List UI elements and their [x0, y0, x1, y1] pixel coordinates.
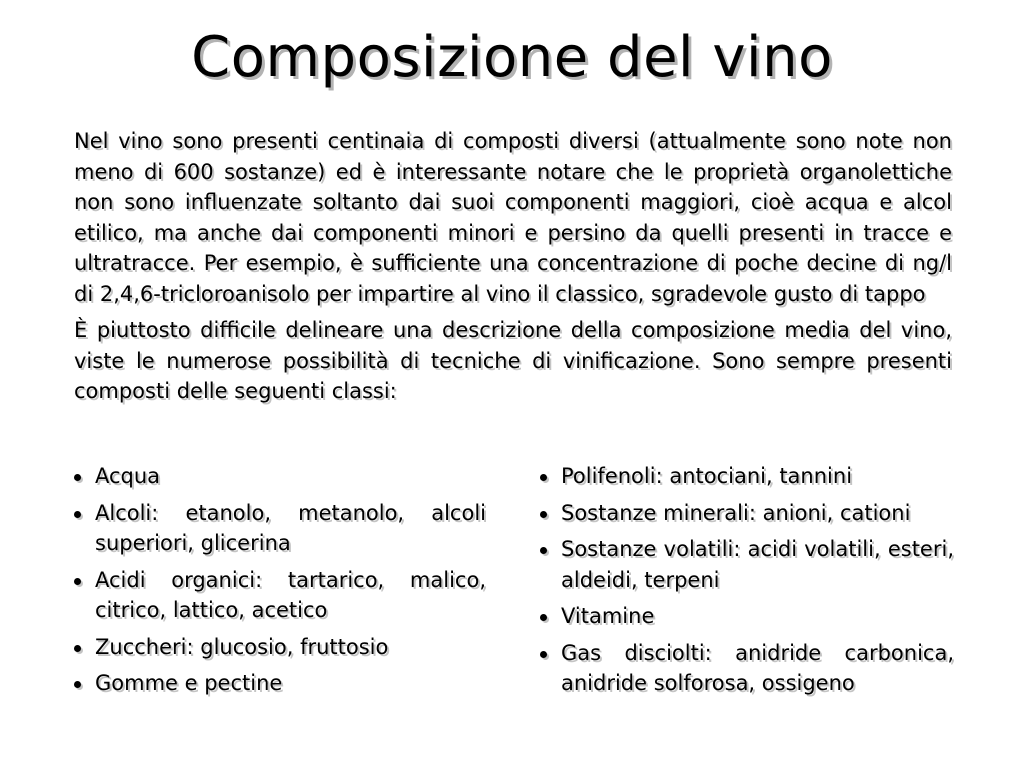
component-list-left — [72, 461, 486, 705]
bullet-icon — [74, 474, 81, 481]
list-item-text: Zuccheri: glucosio, fruttosio — [95, 634, 389, 659]
body-text — [74, 126, 952, 407]
list-item-text: Alcoli: etanolo, metanolo, alcoli superiori, glicerina — [95, 500, 486, 555]
bullet-icon — [540, 614, 547, 621]
component-list-right — [538, 461, 954, 705]
list-item — [72, 498, 486, 559]
bullet-icon — [540, 651, 547, 658]
bullet-icon — [74, 645, 81, 652]
classes-paragraph: È piuttosto difficile delineare una descrizione della composizione media del vino, viste le numerose possibilità di tecniche di vinificazione. Sono sempre presenti composti delle seguenti classi: — [74, 318, 952, 403]
list-item — [72, 668, 486, 699]
list-item-text: Acqua — [95, 464, 161, 488]
list-item — [72, 565, 486, 626]
bullet-icon — [540, 511, 547, 518]
list-item-text: Gas disciolti: anidride carbonica, anidride solforosa, ossigeno — [561, 640, 954, 695]
list-item — [72, 632, 486, 663]
list-item-text: Sostanze minerali: anioni, cationi — [561, 500, 911, 525]
list-item — [538, 461, 954, 492]
list-item-text: Polifenoli: antociani, tannini — [561, 464, 853, 488]
list-item — [72, 461, 486, 492]
slide-title: Composizione del vino — [191, 25, 833, 90]
list-item-text: Acidi organici: tartarico, malico, citrico, lattico, acetico — [95, 567, 486, 622]
list-item — [538, 498, 954, 529]
list-item — [538, 638, 954, 699]
list-item-text: Sostanze volatili: acidi volatili, esteri, aldeidi, terpeni — [561, 537, 954, 592]
list-item-text: Vitamine — [561, 604, 655, 628]
list-item — [538, 601, 954, 632]
intro-paragraph: Nel vino sono presenti centinaia di composti diversi (attualmente sono note non meno di 600 sostanze) ed è interessante notare che le proprietà organolettiche non sono influenzate soltanto dai suoi componenti maggiori, cioè acqua e alcol etilico, ma anche dai componenti minori e persino da quelli presenti in tracce e ultratracce. Per esempio, è sufficiente una concentrazione di poche decine di ng/l di 2,4,6-tricloroanisolo per impartire al vino il classico, sgradevole gusto di tappo — [74, 129, 952, 306]
list-item-text: Gomme e pectine — [95, 671, 283, 695]
bullet-icon — [74, 578, 81, 585]
list-item — [538, 534, 954, 595]
bullet-icon — [540, 474, 547, 481]
bullet-icon — [74, 511, 81, 518]
bullet-icon — [74, 681, 81, 688]
bullet-icon — [540, 547, 547, 554]
